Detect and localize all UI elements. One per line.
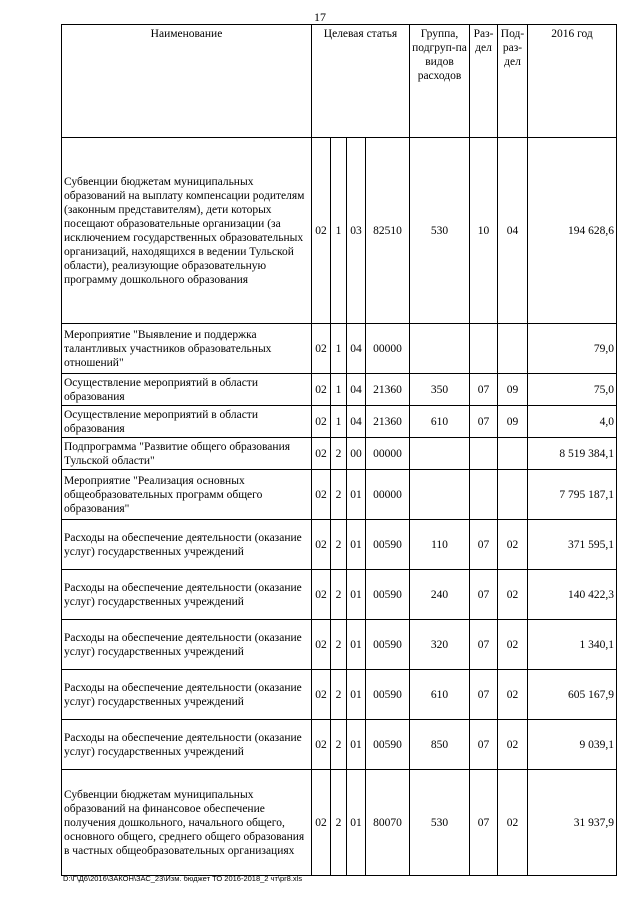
amount-2016: 605 167,9 [528,670,617,720]
subsection-code [498,438,528,470]
target-code-program: 02 [312,770,331,876]
subsection-code: 02 [498,670,528,720]
footer-file-path: D:\Г\Д6\2016\ЗАКОН\ЗАС_23\Изм. бюджет ТО 2016-2018_2 чт\pr8.xls [63,874,303,883]
column-header-section: Раз-дел [470,25,498,138]
row-name: Подпрограмма "Развитие общего образования Тульской области" [62,438,312,470]
subsection-code: 02 [498,770,528,876]
amount-2016: 4,0 [528,406,617,438]
amount-2016: 79,0 [528,324,617,374]
expense-group: 610 [410,406,470,438]
page-number: 17 [314,10,326,24]
target-code-direction: 00000 [366,324,410,374]
section-code [470,470,498,520]
table-body [62,138,617,876]
table-header-row [62,25,617,138]
section-code: 07 [470,570,498,620]
row-name: Мероприятие "Реализация основных общеобразовательных программ общего образования" [62,470,312,520]
table-row [62,470,617,520]
target-code-direction: 80070 [366,770,410,876]
subsection-code: 02 [498,620,528,670]
target-code-subprogram: 1 [331,406,347,438]
section-code: 07 [470,770,498,876]
target-code-subprogram: 2 [331,620,347,670]
table-row [62,520,617,570]
target-code-direction: 00590 [366,570,410,620]
target-code-subprogram: 2 [331,470,347,520]
subsection-code: 02 [498,520,528,570]
target-code-direction: 82510 [366,138,410,324]
target-code-event: 01 [347,620,366,670]
expense-group: 610 [410,670,470,720]
amount-2016: 8 519 384,1 [528,438,617,470]
amount-2016: 194 628,6 [528,138,617,324]
subsection-code: 02 [498,720,528,770]
target-code-event: 01 [347,570,366,620]
subsection-code: 09 [498,406,528,438]
target-code-subprogram: 2 [331,520,347,570]
expense-group: 530 [410,770,470,876]
table-row [62,406,617,438]
target-code-direction: 00590 [366,620,410,670]
row-name: Расходы на обеспечение деятельности (оказание услуг) государственных учреждений [62,670,312,720]
target-code-event: 01 [347,770,366,876]
subsection-code: 09 [498,374,528,406]
row-name: Мероприятие "Выявление и поддержка талантливых участников образовательных отношений" [62,324,312,374]
target-code-program: 02 [312,470,331,520]
table-row [62,374,617,406]
target-code-direction: 00000 [366,438,410,470]
table-row [62,770,617,876]
target-code-event: 01 [347,520,366,570]
target-code-subprogram: 1 [331,374,347,406]
column-header-name: Наименование [62,25,312,138]
column-header-group: Группа, подгруп-па видов расходов [410,25,470,138]
amount-2016: 1 340,1 [528,620,617,670]
target-code-event: 04 [347,406,366,438]
target-code-direction: 21360 [366,374,410,406]
table-row [62,324,617,374]
amount-2016: 140 422,3 [528,570,617,620]
target-code-subprogram: 2 [331,770,347,876]
row-name: Расходы на обеспечение деятельности (оказание услуг) государственных учреждений [62,520,312,570]
subsection-code: 02 [498,570,528,620]
row-name: Расходы на обеспечение деятельности (оказание услуг) государственных учреждений [62,570,312,620]
target-code-subprogram: 1 [331,324,347,374]
target-code-program: 02 [312,720,331,770]
column-header-year: 2016 год [528,25,617,138]
target-code-event: 01 [347,670,366,720]
target-code-program: 02 [312,138,331,324]
column-header-target: Целевая статья [312,25,410,138]
section-code [470,438,498,470]
column-header-subsection: Под-раз-дел [498,25,528,138]
target-code-program: 02 [312,670,331,720]
section-code: 07 [470,620,498,670]
target-code-program: 02 [312,520,331,570]
amount-2016: 371 595,1 [528,520,617,570]
subsection-code: 04 [498,138,528,324]
table-row [62,720,617,770]
target-code-direction: 00000 [366,470,410,520]
expense-group [410,324,470,374]
target-code-subprogram: 2 [331,570,347,620]
expense-group: 530 [410,138,470,324]
subsection-code [498,324,528,374]
target-code-event: 01 [347,470,366,520]
amount-2016: 75,0 [528,374,617,406]
table-row [62,670,617,720]
target-code-event: 01 [347,720,366,770]
expense-group: 350 [410,374,470,406]
expense-group: 850 [410,720,470,770]
target-code-direction: 00590 [366,670,410,720]
table-row [62,138,617,324]
target-code-subprogram: 2 [331,438,347,470]
expense-group: 320 [410,620,470,670]
section-code: 07 [470,720,498,770]
section-code [470,324,498,374]
expense-group [410,438,470,470]
row-name: Субвенции бюджетам муниципальных образований на выплату компенсации родителям (законным представителям), дети которых посещают образовательные организации (за исключением государственных образовательных организаций, находящихся в ведении Тульской области), реализующие образовательную программу дошкольного образования [62,138,312,324]
target-code-program: 02 [312,438,331,470]
target-code-program: 02 [312,620,331,670]
target-code-direction: 00590 [366,720,410,770]
row-name: Осуществление мероприятий в области образования [62,406,312,438]
table-row [62,438,617,470]
target-code-event: 03 [347,138,366,324]
target-code-program: 02 [312,324,331,374]
section-code: 07 [470,374,498,406]
row-name: Расходы на обеспечение деятельности (оказание услуг) государственных учреждений [62,620,312,670]
amount-2016: 7 795 187,1 [528,470,617,520]
row-name: Осуществление мероприятий в области образования [62,374,312,406]
target-code-direction: 00590 [366,520,410,570]
target-code-subprogram: 1 [331,138,347,324]
target-code-program: 02 [312,374,331,406]
table-row [62,620,617,670]
target-code-subprogram: 2 [331,720,347,770]
amount-2016: 9 039,1 [528,720,617,770]
target-code-subprogram: 2 [331,670,347,720]
section-code: 07 [470,670,498,720]
section-code: 07 [470,520,498,570]
row-name: Расходы на обеспечение деятельности (оказание услуг) государственных учреждений [62,720,312,770]
table-row [62,570,617,620]
budget-table [61,24,617,876]
expense-group: 240 [410,570,470,620]
expense-group: 110 [410,520,470,570]
section-code: 07 [470,406,498,438]
row-name: Субвенции бюджетам муниципальных образований на финансовое обеспечение получения дошкольного, начального общего, основного общего, среднего общего образования в частных общеобразовательных организациях [62,770,312,876]
target-code-event: 04 [347,374,366,406]
target-code-event: 00 [347,438,366,470]
section-code: 10 [470,138,498,324]
subsection-code [498,470,528,520]
expense-group [410,470,470,520]
amount-2016: 31 937,9 [528,770,617,876]
target-code-program: 02 [312,406,331,438]
target-code-direction: 21360 [366,406,410,438]
target-code-program: 02 [312,570,331,620]
target-code-event: 04 [347,324,366,374]
